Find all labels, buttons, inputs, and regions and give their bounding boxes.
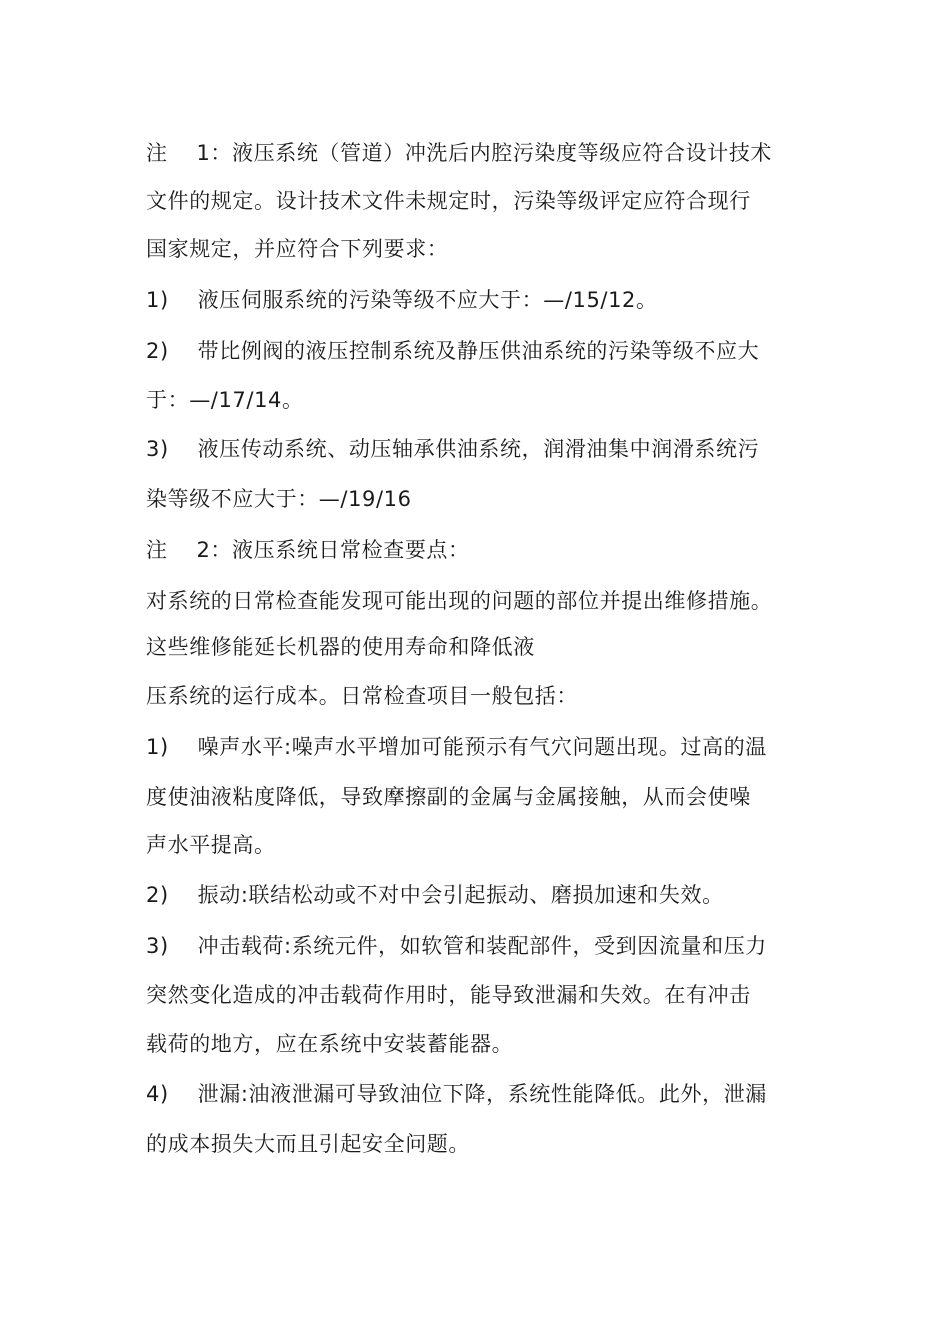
note-1-heading-line: 注 1：液压系统（管道）冲洗后内腔污染度等级应符合设计技术 <box>146 141 773 165</box>
text-line: 声水平提高。 <box>146 833 276 857</box>
text-line: 这些维修能延长机器的使用寿命和降低液 <box>146 635 535 659</box>
text-line: 国家规定，并应符合下列要求： <box>146 237 449 261</box>
list-item-2-line: 2) 带比例阀的液压控制系统及静压供油系统的污染等级不应大 <box>146 339 760 363</box>
text-line: 于：—/17/14。 <box>146 388 304 412</box>
list-item-2-line: 2) 振动:联结松动或不对中会引起振动、磨损加速和失效。 <box>146 883 724 907</box>
list-item-3-line: 3) 液压传动系统、动压轴承供油系统，润滑油集中润滑系统污 <box>146 437 760 461</box>
note-2-heading-line: 注 2：液压系统日常检查要点： <box>146 538 470 562</box>
list-item-1-line: 1) 噪声水平:噪声水平增加可能预示有气穴问题出现。过高的温 <box>146 735 767 759</box>
text-line: 文件的规定。设计技术文件未规定时，污染等级评定应符合现行 <box>146 189 751 213</box>
text-line: 载荷的地方，应在系统中安装蓄能器。 <box>146 1032 514 1056</box>
text-line: 对系统的日常检查能发现可能出现的问题的部位并提出维修措施。 <box>146 589 773 613</box>
text-line: 突然变化造成的冲击载荷作用时，能导致泄漏和失效。在有冲击 <box>146 983 751 1007</box>
text-line: 的成本损失大而且引起安全问题。 <box>146 1132 470 1156</box>
text-line: 度使油液粘度降低，导致摩擦副的金属与金属接触，从而会使噪 <box>146 785 751 809</box>
text-line: 染等级不应大于：—/19/16 <box>146 487 412 511</box>
list-item-1-line: 1) 液压伺服系统的污染等级不应大于：—/15/12。 <box>146 288 658 312</box>
list-item-3-line: 3) 冲击载荷:系统元件，如软管和装配部件，受到因流量和压力 <box>146 934 767 958</box>
list-item-4-line: 4) 泄漏:油液泄漏可导致油位下降，系统性能降低。此外，泄漏 <box>146 1082 767 1106</box>
text-line: 压系统的运行成本。日常检查项目一般包括： <box>146 684 578 708</box>
